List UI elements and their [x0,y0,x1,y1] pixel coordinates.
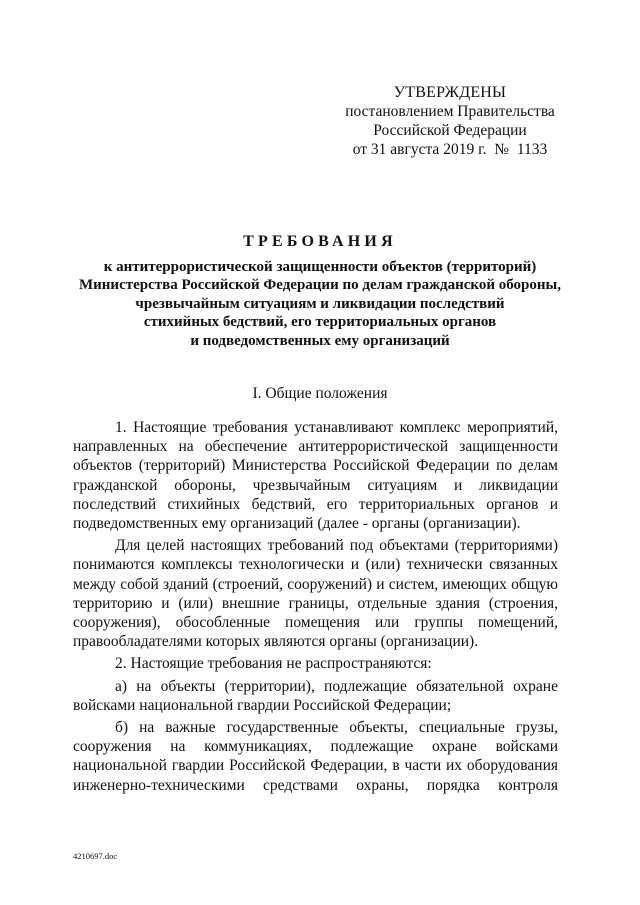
subtitle-line: стихийных бедствий, его территориальных органов [143,314,497,331]
approval-block [340,83,560,159]
paragraph: б) на важные государственные объекты, специальные грузы, сооружения на коммуникациях, подлежащие охране войсками национальной гвардии Российской Федерации, в части их оборудования инженерно-техническими средствами охраны, порядка контроля [73,719,558,794]
subtitle-line: к антитеррористической защищенности объектов (территорий) [103,259,537,275]
paragraph: 2. Настоящие требования не распространяются: [115,655,432,673]
paragraph: Для целей настоящих требований под объектами (территориями) понимаются комплексы технологически и (или) технически связанных между собой зданий (строений, сооружений) и систем, имеющих общую территорию и (или) внешние границы, отдельные здания (строения, сооружения), обособленные помещения или группы помещений, правообладателями которых являются органы (организации). [73,537,558,651]
approval-line-2: Российской Федерации [373,122,527,139]
subtitle-line: и подведомственных ему организаций [190,332,450,349]
document-subtitle [60,258,580,350]
paragraph: 1. Настоящие требования устанавливают комплекс мероприятий, направленных на обеспечение антитеррористической защищенности объектов (территорий) Министерства Российской Федерации по делам гражданской обороны, чрезвычайным ситуациям и ликвидации последствий стихийных бедствий, его территориальных органов и подведомственных ему организаций (далее - органы (организации). [73,419,558,533]
approval-stamp: УТВЕРЖДЕНЫ [393,84,507,101]
subtitle-line: Министерства Российской Федерации по делам гражданской обороны, [78,277,561,294]
approval-line-3: от 31 августа 2019 г. № 1133 [352,141,548,158]
footer-filename: 4210697.doc [73,851,118,861]
paragraph: а) на объекты (территории), подлежащие обязательной охране войсками национальной гвардии Российской Федерации; [73,677,558,714]
body-text [73,418,558,798]
section-heading: I. Общие положения [252,385,388,402]
approval-line-1: постановлением Правительства [345,103,555,120]
subtitle-line: чрезвычайным ситуациям и ликвидации последствий [135,295,505,312]
document-title: ТРЕБОВАНИЯ [243,233,397,250]
